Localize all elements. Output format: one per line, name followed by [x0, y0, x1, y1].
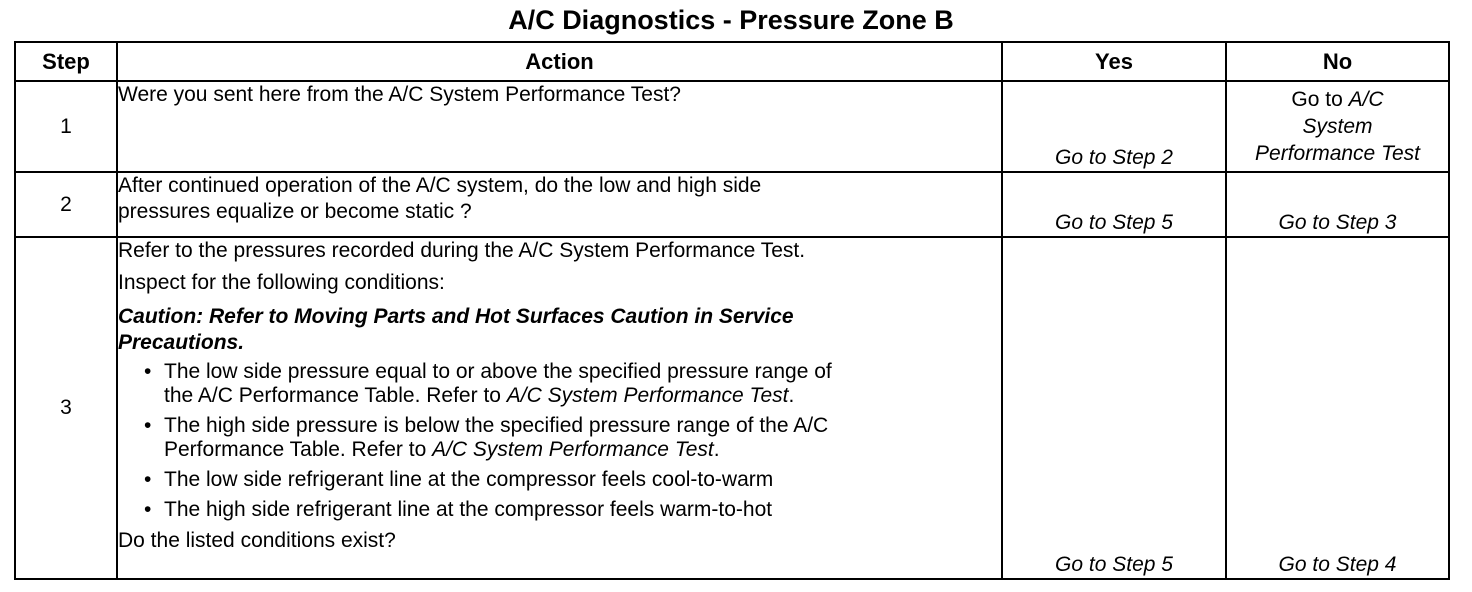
condition-ref: A/C System Performance Test [506, 384, 789, 407]
step-number: 2 [15, 172, 117, 237]
table-row-step-3 [15, 237, 1449, 579]
action-line: Refer to the pressures recorded during the A/C System Performance Test. [118, 239, 806, 262]
condition-text: . [713, 438, 720, 461]
yes-result: Go to Step 2 [1002, 81, 1226, 172]
bullet-icon: • [144, 498, 152, 521]
caution-line: Precautions. [118, 331, 245, 354]
step-number: 3 [15, 237, 117, 579]
condition-text: the A/C Performance Table. Refer to [164, 384, 507, 407]
header-no: No [1226, 42, 1449, 81]
no-result [1226, 81, 1449, 172]
condition-ref: A/C System Performance Test [432, 438, 714, 461]
table-row-step-1 [15, 81, 1449, 172]
bullet-icon: • [144, 360, 152, 383]
no-result: Go to Step 3 [1226, 172, 1449, 237]
action-line: pressures equalize or become static ? [118, 200, 472, 223]
diagnostic-table [14, 41, 1450, 580]
yes-result: Go to Step 5 [1002, 172, 1226, 237]
no-result: Go to Step 4 [1226, 237, 1449, 579]
bullet-icon: • [144, 468, 152, 491]
action-line: Were you sent here from the A/C System Performance Test? [118, 83, 681, 106]
action-text [117, 81, 1002, 172]
list-item [118, 468, 1001, 492]
bullet-icon: • [144, 414, 152, 437]
condition-text: Performance Table. Refer to [164, 438, 433, 461]
yes-result: Go to Step 5 [1002, 237, 1226, 579]
conditions-list [118, 360, 1001, 522]
table-row-step-2 [15, 172, 1449, 237]
list-item [118, 498, 1001, 522]
action-line: Inspect for the following conditions: [118, 271, 445, 294]
list-item [118, 360, 1001, 408]
header-action: Action [117, 42, 1002, 81]
action-text [117, 172, 1002, 237]
condition-text: The low side refrigerant line at the compressor feels cool-to-warm [164, 468, 774, 491]
document-title: A/C Diagnostics - Pressure Zone B [508, 5, 954, 35]
condition-text: . [788, 384, 795, 407]
no-result-prefix: Go to [1291, 88, 1349, 111]
no-result-ref-1: A/C [1348, 88, 1384, 111]
header-row [15, 42, 1449, 81]
list-item [118, 414, 1001, 462]
caution-note [118, 304, 1001, 356]
header-yes: Yes [1002, 42, 1226, 81]
condition-text: The high side refrigerant line at the compressor feels warm-to-hot [164, 498, 773, 521]
step-number: 1 [15, 81, 117, 172]
header-step: Step [15, 42, 117, 81]
action-question: Do the listed conditions exist? [118, 529, 396, 552]
condition-text: The high side pressure is below the specified pressure range of the A/C [164, 414, 829, 437]
caution-line: Caution: Refer to Moving Parts and Hot Surfaces Caution in Service [118, 305, 794, 328]
action-line: After continued operation of the A/C system, do the low and high side [118, 174, 762, 197]
no-result-ref-2: System [1302, 115, 1373, 138]
condition-text: The low side pressure equal to or above the specified pressure range of [164, 360, 832, 383]
no-result-ref-3: Performance Test [1255, 142, 1420, 165]
action-text [117, 237, 1002, 579]
